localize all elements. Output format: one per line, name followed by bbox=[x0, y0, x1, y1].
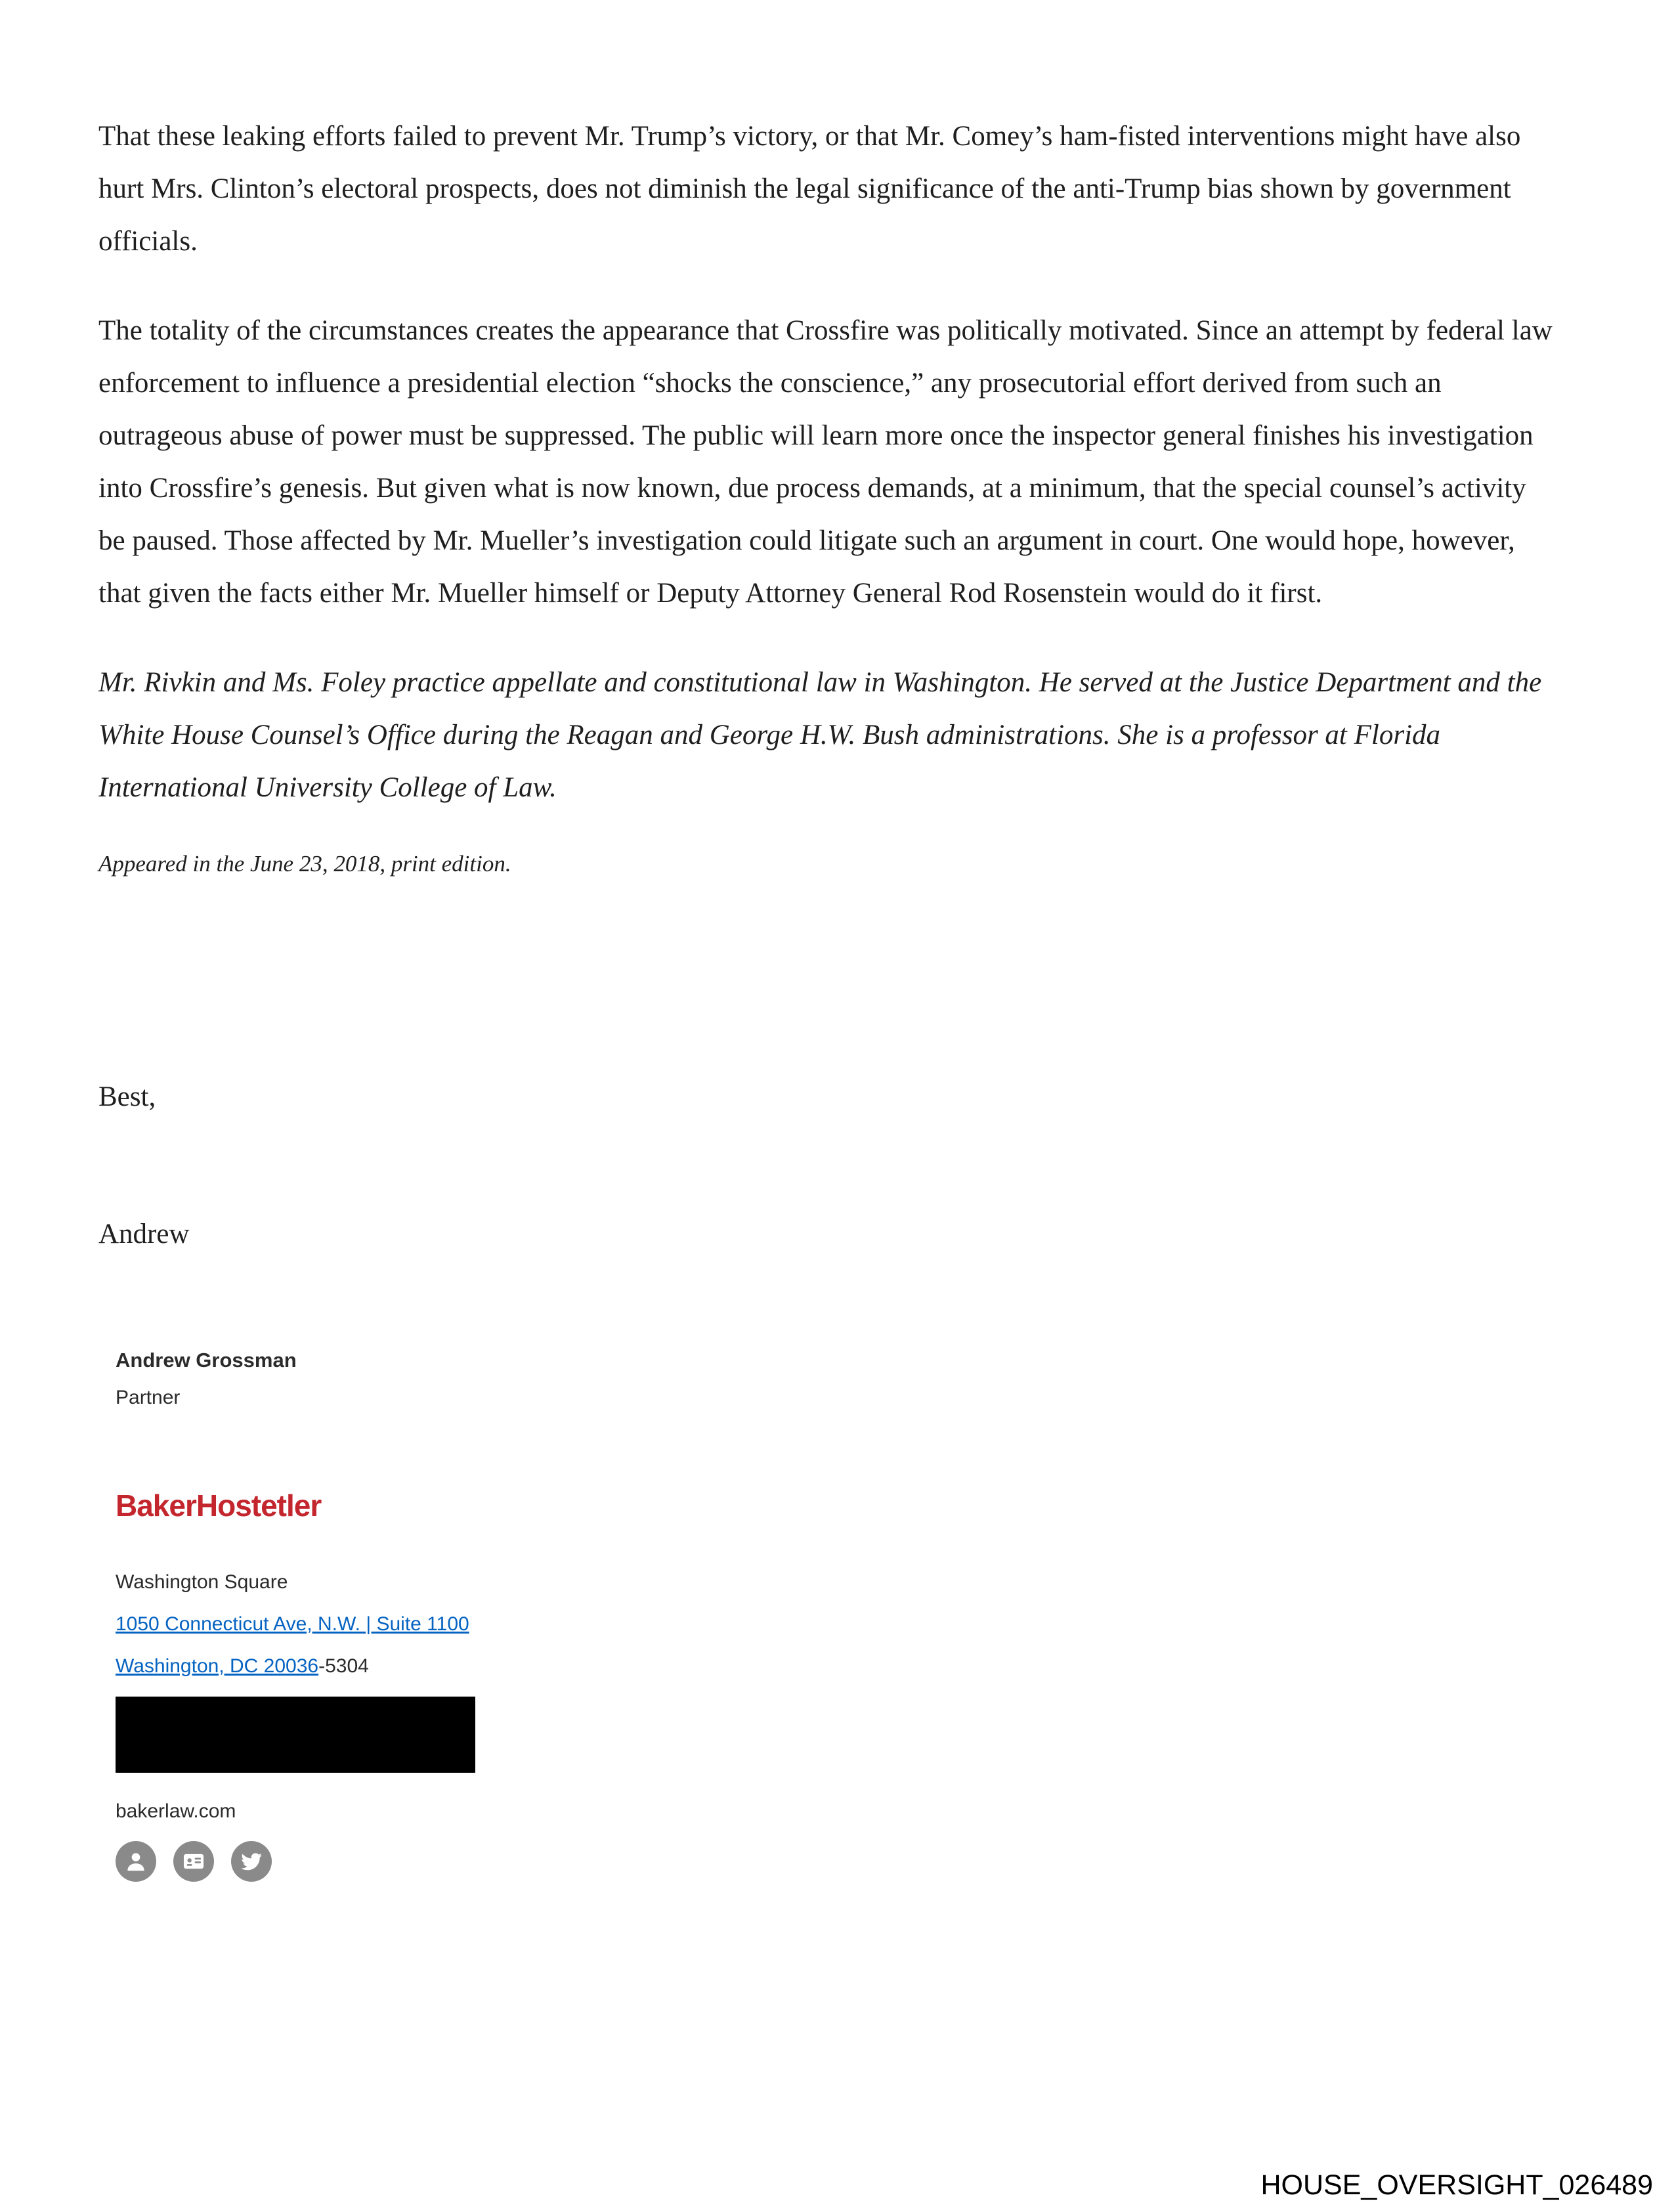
address-city-link[interactable]: Washington, DC 20036 bbox=[116, 1655, 319, 1677]
social-icon-row bbox=[116, 1841, 1556, 1882]
redacted-phone-block bbox=[116, 1697, 475, 1773]
signoff-name: Andrew bbox=[98, 1218, 190, 1249]
contact-card-icon[interactable] bbox=[173, 1841, 214, 1882]
paragraph-1: That these leaking efforts failed to prevent Mr. Trump’s victory, or that Mr. Comey’s ham-fisted interventions might have also hurt Mrs. Clinton’s electoral prospects, does not diminish the legal significance of the anti-Trump bias shown by government officials. bbox=[98, 121, 1521, 257]
sender-title: Partner bbox=[116, 1386, 181, 1408]
closing-salutation: Best, bbox=[98, 1081, 156, 1112]
twitter-icon[interactable] bbox=[231, 1841, 272, 1882]
signature-block bbox=[98, 1349, 1556, 1882]
paragraph-3-author-note: Mr. Rivkin and Ms. Foley practice appellate and constitutional law in Washington. He served at the Justice Department and the White House Counsel’s Office during the Reagan and George H.W. Bush administrations. She is a professor at Florida International University College of Law. bbox=[98, 666, 1542, 803]
sender-name: Andrew Grossman bbox=[116, 1348, 297, 1372]
person-icon[interactable] bbox=[116, 1841, 156, 1882]
paragraph-2: The totality of the circumstances creates the appearance that Crossfire was politically motivated. Since an attempt by federal law enforcement to influence a presidential election “shocks the conscience,” any prosecutorial effort derived from such an outrageous abuse of power must be suppressed. The public will learn more once the inspector general finishes his investigation into Crossfire’s genesis. But given what is now known, due process demands, at a minimum, that the special counsel’s activity be paused. Those affected by Mr. Mueller’s investigation could litigate such an argument in court. One would hope, however, that given the facts either Mr. Mueller himself or Deputy Attorney General Rod Rosenstein would do it first. bbox=[98, 314, 1553, 609]
address-line-1: Washington Square bbox=[116, 1571, 288, 1593]
bates-stamp: HOUSE_OVERSIGHT_026489 bbox=[1260, 2169, 1653, 2201]
website-text: bakerlaw.com bbox=[116, 1800, 236, 1822]
address-block bbox=[116, 1561, 1556, 1687]
print-edition-note: Appeared in the June 23, 2018, print edition. bbox=[98, 850, 511, 877]
address-street-link[interactable]: 1050 Connecticut Ave, N.W. | Suite 1100 bbox=[116, 1613, 469, 1635]
firm-logo: BakerHostetler bbox=[116, 1488, 322, 1523]
zip-suffix: -5304 bbox=[318, 1655, 369, 1677]
